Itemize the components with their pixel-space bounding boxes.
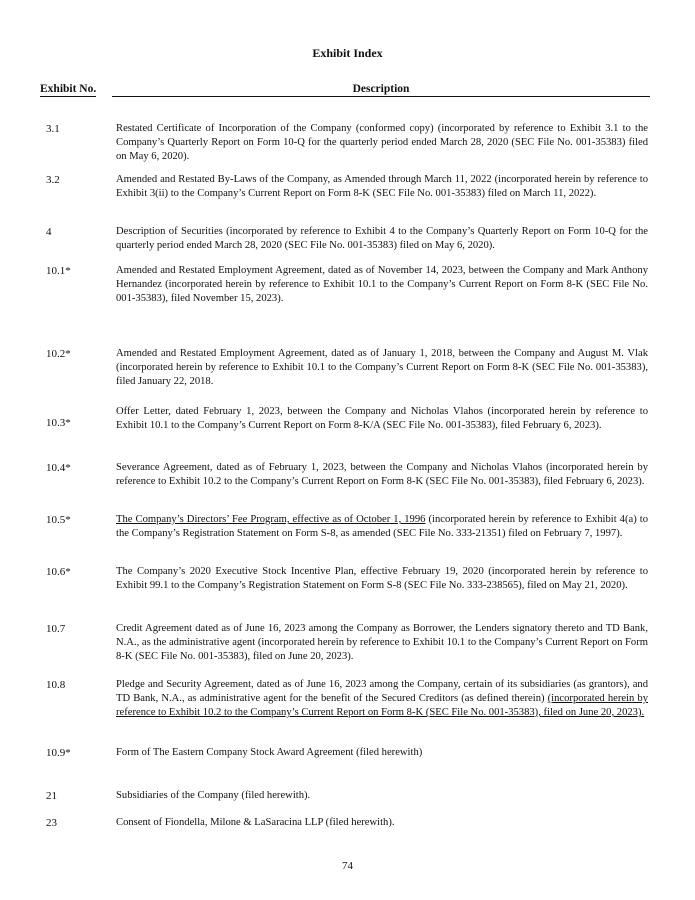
exhibit-number: 10.1* xyxy=(46,265,71,277)
exhibit-number: 10.2* xyxy=(46,348,71,360)
exhibit-description-text: Pledge and Security Agreement, dated as of June 16, 2023 among the Company, certain of its subsidiaries (as grantors), and TD Bank, N.A., as administrative agent for the benefit of the Secured Creditors (as defined therein) xyxy=(116,679,648,704)
exhibit-description: Amended and Restated Employment Agreement, dated as of January 1, 2018, between the Company and August M. Vlak (incorporated herein by reference to Exhibit 10.1 to the Company’s Current Report on Form 8-K (SEC File No. 001-35383), filed January 22, 2018. xyxy=(116,348,648,387)
exhibit-description: Amended and Restated By-Laws of the Company, as Amended through March 11, 2022 (incorporated herein by reference to Exhibit 3(ii) to the Company’s Current Report on Form 8-K (SEC File No. 001-35383) filed on March 11, 2022). xyxy=(116,174,648,199)
exhibit-description: Restated Certificate of Incorporation of the Company (conformed copy) (incorporated by reference to Exhibit 3.1 to the Company’s Quarterly Report on Form 10-Q for the quarterly period ended March 28, 2020 (SEC File No. 001-35383) filed on May 6, 2020). xyxy=(116,123,648,162)
exhibit-description-text: (incorporated herein by reference to Exhibit 4(a) to the Company’s Registration Statement on Form S-8, as amended (SEC File No. 333-21351) filed on February 7, 1997). xyxy=(116,514,649,539)
exhibit-number: 4 xyxy=(46,226,52,238)
exhibit-description: Credit Agreement dated as of June 16, 2023 among the Company as Borrower, the Lenders signatory thereto and TD Bank, N.A., as the administrative agent (incorporated herein by reference to Exhibit 10.1 to the Company’s Current Report on Form 8-K (SEC File No. 001-35383), filed on June 20, 2023). xyxy=(116,623,648,662)
exhibit-number: 21 xyxy=(46,790,57,802)
exhibit-number: 10.8 xyxy=(46,679,66,691)
page-number: 74 xyxy=(342,860,353,872)
exhibit-description: Offer Letter, dated February 1, 2023, between the Company and Nicholas Vlahos (incorporated herein by reference to Exhibit 10.1 to the Company’s Current Report on Form 8-K/A (SEC File No. 001-35383), filed February 6, 2023). xyxy=(116,406,648,431)
exhibit-number: 10.6* xyxy=(46,566,71,578)
exhibit-number: 10.5* xyxy=(46,514,71,526)
page-title: Exhibit Index xyxy=(312,46,383,60)
exhibit-number-header: Exhibit No. xyxy=(40,83,97,95)
exhibit-description: Consent of Fiondella, Milone & LaSaracina LLP (filed herewith). xyxy=(116,817,395,828)
exhibit-number: 10.9* xyxy=(46,747,71,759)
exhibit-link[interactable]: The Company’s Directors’ Fee Program, effective as of October 1, 1996 xyxy=(116,514,426,525)
exhibit-number: 10.7 xyxy=(46,623,66,635)
exhibit-description: Form of The Eastern Company Stock Award Agreement (filed herewith) xyxy=(116,747,423,758)
header-divider xyxy=(112,96,650,97)
exhibit-description: Severance Agreement, dated as of February 1, 2023, between the Company and Nicholas Vlahos (incorporated herein by reference to Exhibit 10.2 to the Company’s Current Report on Form 8-K (SEC File No. 001-35383), filed February 6, 2023). xyxy=(116,462,648,487)
exhibit-description: Description of Securities (incorporated by reference to Exhibit 4 to the Company’s Quarterly Report on Form 10-Q for the quarterly period ended March 28, 2020 (SEC File No. 001-35383) filed on May 6, 2020). xyxy=(116,226,648,251)
exhibit-description: Amended and Restated Employment Agreement, dated as of November 14, 2023, between the Company and Mark Anthony Hernandez (incorporated herein by reference to Exhibit 10.1 to the Company’s Current Report on Form 8-K (SEC File No. 001-35383), filed November 15, 2023). xyxy=(116,265,648,304)
exhibit-description xyxy=(116,513,648,541)
description-header: Description xyxy=(352,83,410,95)
exhibit-number: 10.4* xyxy=(46,462,71,474)
exhibit-number: 3.1 xyxy=(46,123,60,135)
exhibit-number: 3.2 xyxy=(46,174,60,186)
exhibit-link[interactable]: (incorporated herein by reference to Exhibit 10.2 to the Company’s Current Report on Form 8-K (SEC File No. 001-35383), filed on June 20, 2023). xyxy=(116,693,649,718)
exhibit-description xyxy=(116,678,648,720)
exhibit-number: 23 xyxy=(46,817,57,829)
exhibit-number: 10.3* xyxy=(46,417,71,429)
exhibit-description: The Company’s 2020 Executive Stock Incentive Plan, effective February 19, 2020 (incorporated herein by reference to Exhibit 99.1 to the Company’s Registration Statement on Form S-8 (SEC File No. 333-238565), filed on May 21, 2020). xyxy=(116,566,648,591)
exhibit-description: Subsidiaries of the Company (filed herewith). xyxy=(116,790,311,801)
